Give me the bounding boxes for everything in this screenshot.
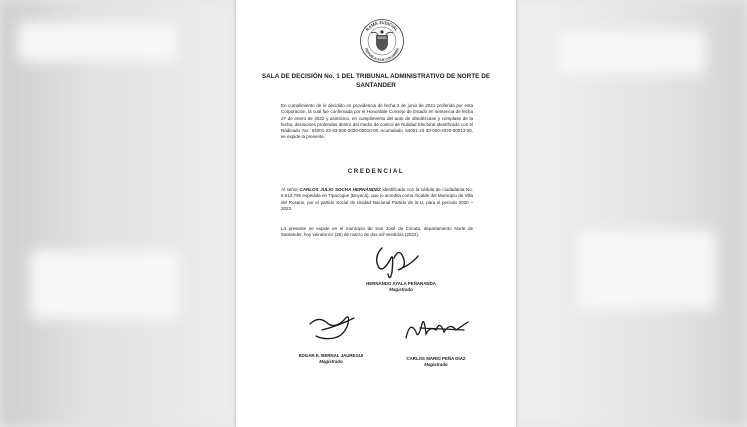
credential-details: identificado con la cédula de ciudadanía No. 6.612.705 expedida en Tipacoque (Boyacá), que lo acredita como Alcalde del Municipio de Villa del Rosario, por el partido Social de Unidad Nacional Partido de la U, para el periodo 2020 – 2023. bbox=[281, 187, 473, 211]
credential-heading: CREDENCIAL bbox=[347, 168, 405, 175]
blurred-background-left bbox=[0, 0, 236, 427]
signer-role: Magistrado bbox=[389, 287, 413, 292]
signer-role: Magistrado bbox=[319, 359, 343, 364]
blurred-background-right bbox=[516, 0, 747, 427]
seal-inner-text: REPUBLICA DE COLOMBIA bbox=[363, 47, 401, 63]
signer-name: EDGAR E. BERNAL JAUREGUI bbox=[298, 353, 364, 358]
intro-paragraph: En cumplimiento de lo decidido en providencia de fecha 3 de junio de 2021 proferida por esta Corporación, la cual fue confirmada por el Honorable Consejo de Estado en sentencia de fecha 27 de enero de 2022 y asimismo, en cumplimiento del auto de obedézcase y cúmplase de la fecha, decisiones proferidas dentro del medio de control de Nulidad Electoral identificado con el Radicado No. 54001-23-33-000-2020-00010-00 Acumulado 54001-23-33-000-2020-00013-00, se expide la presente, bbox=[281, 103, 473, 140]
signature-bernal bbox=[304, 306, 360, 342]
signer-role: Magistrado bbox=[424, 362, 448, 367]
credential-paragraph bbox=[281, 187, 473, 212]
signature-pena bbox=[400, 312, 472, 344]
document-page bbox=[236, 0, 516, 427]
credential-holder-name: CARLOS JULIO SOCHA HERNÁNDEZ bbox=[299, 187, 381, 192]
coat-of-arms-seal bbox=[359, 18, 405, 64]
signer-name: CARLOS MARIO PEÑA DÍAZ bbox=[406, 356, 466, 361]
signer-block-ayala bbox=[336, 281, 466, 293]
signer-block-pena bbox=[366, 356, 506, 368]
signature-ayala bbox=[368, 242, 428, 284]
credential-prefix: Al señor bbox=[281, 187, 300, 192]
signer-name: HERNANDO AYALA PEÑARANDA bbox=[366, 281, 436, 286]
document-title: SALA DE DECISIÓN No. 1 DEL TRIBUNAL ADMINISTRATIVO DE NORTE DE SANTANDER bbox=[261, 73, 491, 89]
issue-paragraph: La presente se expide en el municipio de San José de Cúcuta, departamento Norte de Santander, hoy veinticinco (25) de marzo de dos mil veintidós (2022). bbox=[281, 226, 473, 238]
seal-outer-text: RAMA JUDICIAL bbox=[364, 19, 400, 33]
